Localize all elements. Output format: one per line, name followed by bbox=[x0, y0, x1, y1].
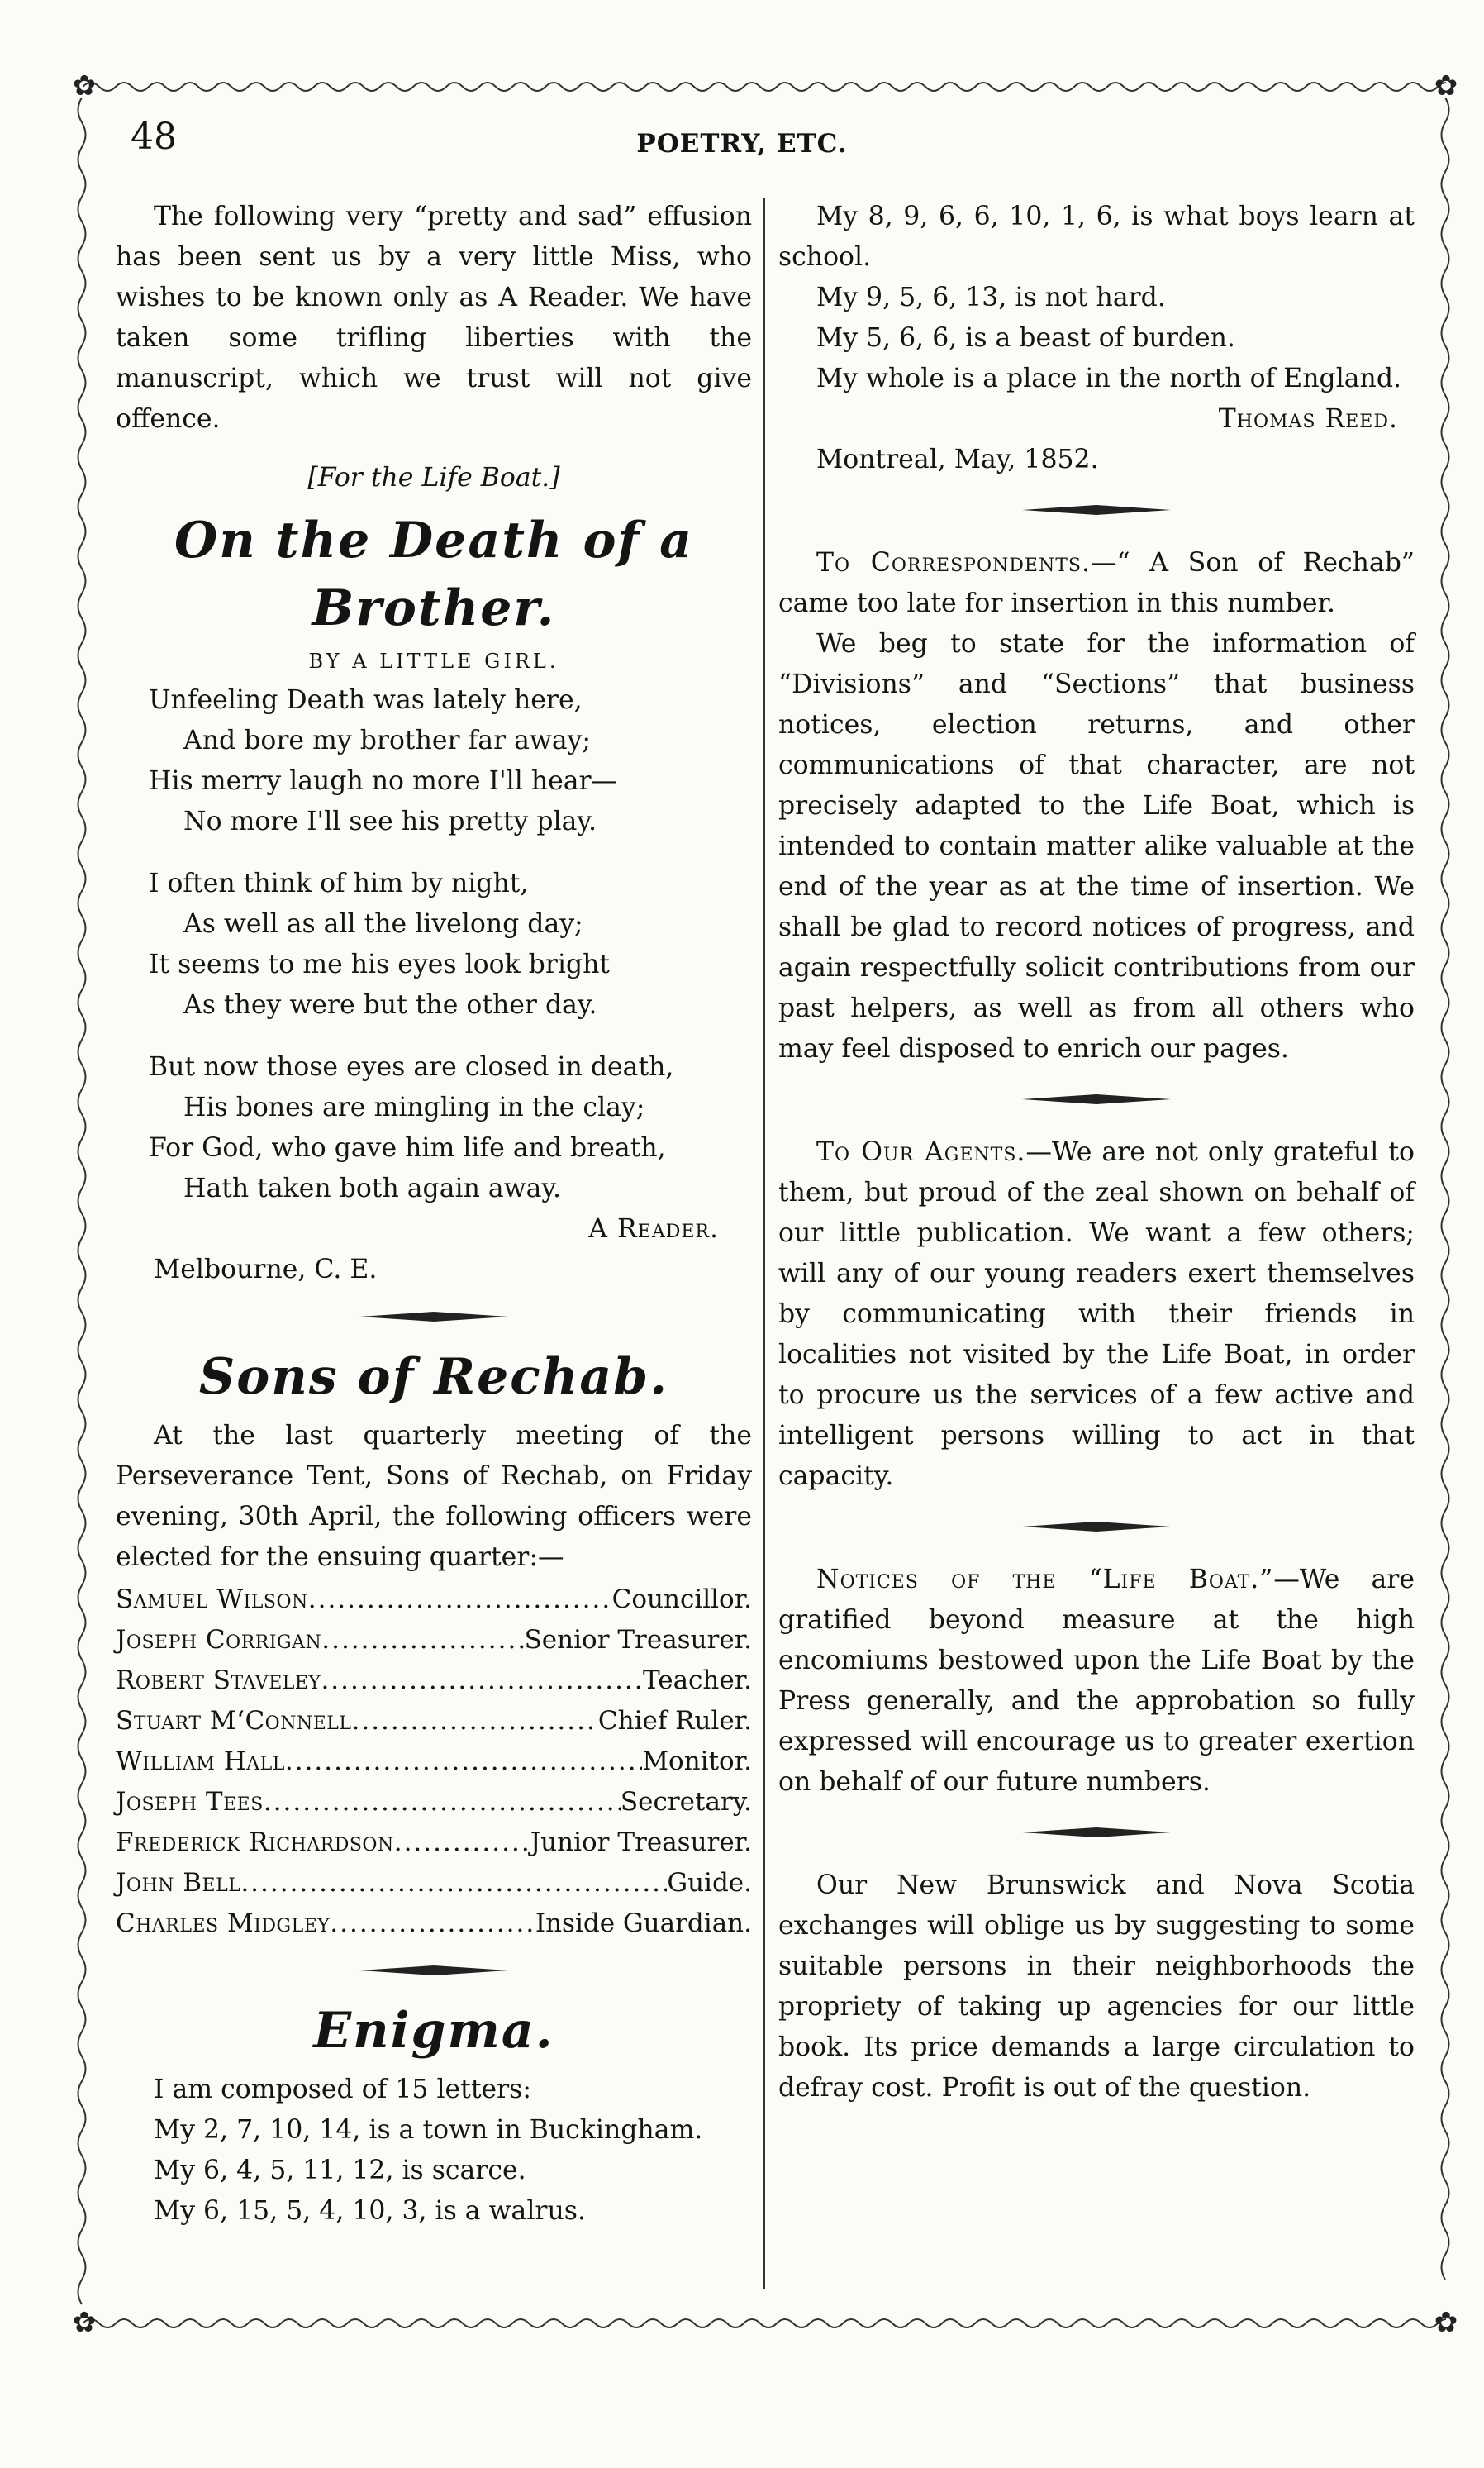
officer-role: Councillor. bbox=[611, 1584, 752, 1614]
verse-line: I often think of him by night, bbox=[149, 869, 529, 898]
officer-role: Secretary. bbox=[620, 1787, 752, 1817]
poem-place: Melbourne, C. E. bbox=[154, 1255, 378, 1284]
poem-title: On the Death of a Brother. bbox=[174, 512, 694, 637]
officer-row bbox=[116, 1579, 752, 1620]
officer-name: Samuel Wilson bbox=[116, 1584, 308, 1614]
ornamental-border-top bbox=[83, 76, 1446, 98]
officer-name: Frederick Richardson bbox=[116, 1827, 394, 1857]
correspondents-paragraph bbox=[778, 543, 1415, 624]
officer-row bbox=[116, 1660, 752, 1701]
officers-list bbox=[116, 1579, 752, 1944]
poem-stanza bbox=[149, 1047, 752, 1209]
officer-row bbox=[116, 1620, 752, 1660]
officer-row bbox=[116, 1701, 752, 1741]
officer-role: Inside Guardian. bbox=[535, 1908, 752, 1938]
officer-row bbox=[116, 1782, 752, 1822]
officer-row bbox=[116, 1863, 752, 1903]
verse-line: For God, who gave him life and breath, bbox=[149, 1133, 666, 1163]
correspondents-paragraph-2: We beg to state for the information of “Divisions” and “Sections” that business notices, election returns, and other communications of that character, are not precisely adapted to the Life Boat, which is intended to contain matter alike valuable at the end of the year as at the time of insertion. We shall be glad to record notices of progress, and again respectfully solicit contributions from our past helpers, as well as from all others who may feel disposed to enrich our pages. bbox=[778, 629, 1415, 1064]
agents-body: —We are not only grateful to them, but proud of the zeal shown on behalf of our little publication. We want a few others; will any of our young readers exert themselves by communicating with their friends in localities not visited by the Life Boat, in order to procure us the services of a few active and intelligent persons willing to act in that capacity. bbox=[778, 1137, 1415, 1491]
verse-line: It seems to me his eyes look bright bbox=[149, 950, 611, 979]
officer-row bbox=[116, 1822, 752, 1863]
new-brunswick-paragraph: Our New Brunswick and Nova Scotia exchanges will oblige us by suggesting to some suitable persons in their neighborhoods the propriety of taking up agencies for our little book. Its price demands a large circulation to defray cost. Profit is out of the question. bbox=[778, 1870, 1415, 2103]
intro-paragraph: The following very “pretty and sad” effusion has been sent us by a very little Miss, who wishes to be known only as A Reader. We have taken some trifling liberties with the manuscript, which we trust will not give offence. bbox=[116, 202, 752, 434]
rechab-intro: At the last quarterly meeting of the Perseverance Tent, Sons of Rechab, on Friday evening, 30th April, the following officers were elected for the ensuing quarter:— bbox=[116, 1421, 752, 1572]
rechab-title: Sons of Rechab. bbox=[198, 1348, 669, 1406]
verse-line: As well as all the livelong day; bbox=[183, 909, 583, 939]
enigma-place: Montreal, May, 1852. bbox=[816, 445, 1099, 474]
officer-name: Joseph Tees bbox=[116, 1787, 264, 1817]
ornamental-border-right bbox=[1436, 98, 1454, 2313]
poem-stanza bbox=[149, 680, 752, 842]
column-rule bbox=[763, 198, 765, 2289]
officer-name: John Bell bbox=[116, 1868, 241, 1898]
notices-lead: Notices of the “Life Boat.” bbox=[816, 1565, 1274, 1594]
verse-line: And bore my brother far away; bbox=[183, 726, 592, 755]
poem-stanza bbox=[149, 864, 752, 1026]
officer-role: Chief Ruler. bbox=[597, 1706, 752, 1736]
officer-row bbox=[116, 1741, 752, 1782]
enigma-line: My 9, 5, 6, 13, is not hard. bbox=[816, 283, 1166, 312]
page-number: 48 bbox=[131, 116, 177, 158]
correspondents-body: —“ A Son of Rechab” came too late for insertion in this number. bbox=[778, 548, 1415, 618]
officer-row bbox=[116, 1903, 752, 1944]
enigma-signature: Thomas Reed. bbox=[1218, 404, 1398, 434]
officer-role: Teacher. bbox=[642, 1665, 752, 1695]
section-divider bbox=[116, 1956, 752, 1985]
section-divider bbox=[778, 1084, 1415, 1114]
poem-byline: BY A LITTLE GIRL. bbox=[308, 650, 559, 673]
source-note: [For the Life Boat.] bbox=[307, 463, 560, 493]
agents-paragraph bbox=[778, 1132, 1415, 1497]
correspondents-lead: To Correspondents. bbox=[816, 548, 1091, 578]
verse-line: But now those eyes are closed in death, bbox=[149, 1052, 674, 1082]
verse-line: His bones are mingling in the clay; bbox=[183, 1093, 645, 1122]
officer-name: William Hall bbox=[116, 1746, 285, 1776]
enigma-line: My whole is a place in the north of England. bbox=[816, 364, 1402, 393]
corner-ornament-icon: ✿ bbox=[1434, 69, 1458, 102]
corner-ornament-icon: ✿ bbox=[72, 2306, 97, 2339]
right-column bbox=[778, 197, 1415, 2108]
corner-ornament-icon: ✿ bbox=[72, 69, 97, 102]
left-column bbox=[116, 197, 752, 2232]
enigma-line: My 2, 7, 10, 14, is a town in Buckingham. bbox=[154, 2115, 703, 2145]
notices-paragraph bbox=[778, 1560, 1415, 1803]
officer-name: Robert Staveley bbox=[116, 1665, 321, 1695]
section-divider bbox=[778, 1818, 1415, 1847]
section-divider bbox=[778, 495, 1415, 525]
officer-role: Junior Treasurer. bbox=[530, 1827, 752, 1857]
verse-line: No more I'll see his pretty play. bbox=[183, 807, 597, 836]
corner-ornament-icon: ✿ bbox=[1434, 2306, 1458, 2339]
poem-signature: A Reader. bbox=[588, 1214, 719, 1244]
enigma-title: Enigma. bbox=[313, 2002, 554, 2060]
ornamental-border-bottom bbox=[83, 2313, 1446, 2334]
running-head: POETRY, ETC. bbox=[636, 129, 848, 159]
enigma-intro: I am composed of 15 letters: bbox=[154, 2075, 531, 2104]
ornamental-border-left bbox=[73, 98, 91, 2313]
officer-name: Stuart M‘Connell bbox=[116, 1706, 352, 1736]
verse-line: As they were but the other day. bbox=[183, 990, 597, 1020]
officer-name: Charles Midgley bbox=[116, 1908, 331, 1938]
enigma-line: My 5, 6, 6, is a beast of burden. bbox=[816, 323, 1235, 353]
verse-line: Unfeeling Death was lately here, bbox=[149, 685, 583, 715]
section-divider bbox=[116, 1302, 752, 1332]
section-divider bbox=[778, 1512, 1415, 1541]
verse-line: His merry laugh no more I'll hear— bbox=[149, 766, 618, 796]
enigma-line: My 8, 9, 6, 6, 10, 1, 6, is what boys learn at school. bbox=[778, 202, 1415, 272]
officer-role: Senior Treasurer. bbox=[524, 1625, 752, 1655]
officer-name: Joseph Corrigan bbox=[116, 1625, 322, 1655]
agents-lead: To Our Agents. bbox=[816, 1137, 1026, 1167]
officer-role: Guide. bbox=[667, 1868, 752, 1898]
enigma-line: My 6, 4, 5, 11, 12, is scarce. bbox=[154, 2156, 526, 2185]
enigma-line: My 6, 15, 5, 4, 10, 3, is a walrus. bbox=[154, 2196, 586, 2226]
officer-role: Monitor. bbox=[642, 1746, 752, 1776]
verse-line: Hath taken both again away. bbox=[183, 1174, 562, 1203]
notices-body: —We are gratified beyond measure at the high encomiums bestowed upon the Life Boat by the Press generally, and the approbation so fully expressed will encourage us to greater exertion on behalf of our future numbers. bbox=[778, 1565, 1415, 1797]
